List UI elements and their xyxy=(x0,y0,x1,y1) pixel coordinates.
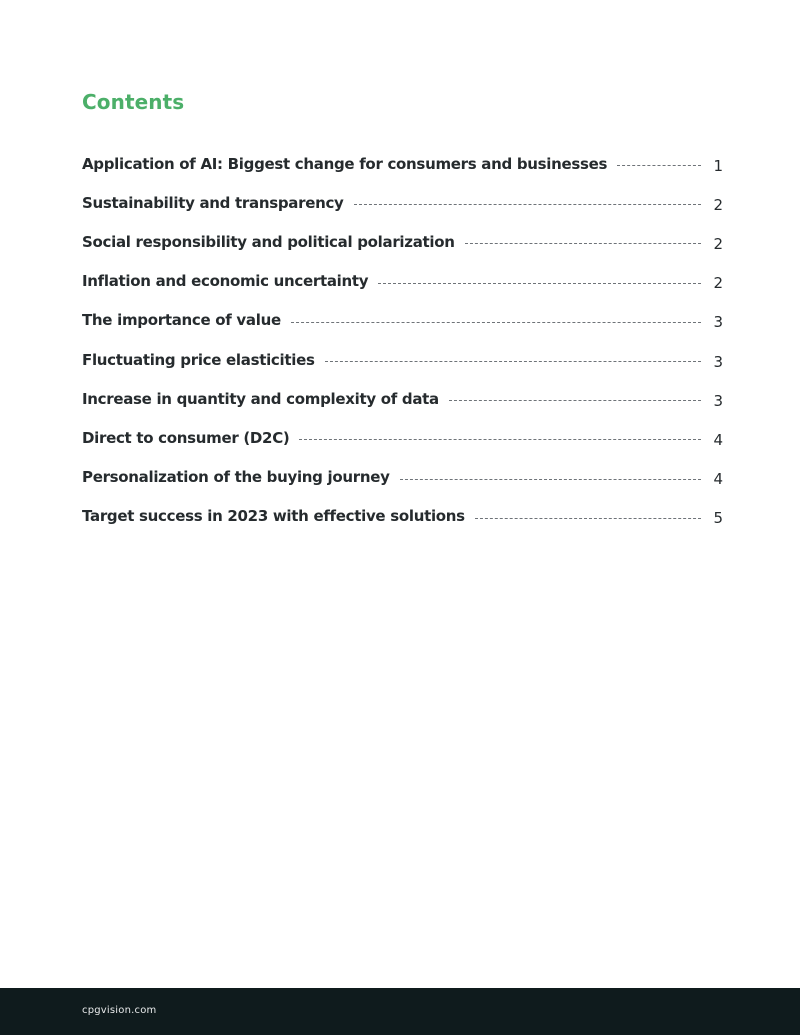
toc-page-number[interactable]: 2 xyxy=(713,234,723,253)
toc-dotted-leader xyxy=(400,479,701,480)
toc-entry-title[interactable]: The importance of value xyxy=(82,311,281,330)
toc-dotted-leader xyxy=(449,400,701,401)
toc-dotted-leader xyxy=(299,439,701,440)
page-title: Contents xyxy=(82,90,185,114)
toc-entry-title[interactable]: Personalization of the buying journey xyxy=(82,468,390,487)
toc-entry[interactable] xyxy=(82,342,723,381)
toc-page-number[interactable]: 4 xyxy=(713,470,723,489)
toc-dotted-leader xyxy=(378,283,701,284)
toc-page-number[interactable]: 5 xyxy=(713,509,723,528)
toc-entry[interactable] xyxy=(82,264,723,303)
toc-entry-title[interactable]: Fluctuating price elasticities xyxy=(82,350,315,369)
toc-page-number[interactable]: 2 xyxy=(713,274,723,293)
toc-entry[interactable] xyxy=(82,499,723,538)
toc-entry[interactable] xyxy=(82,460,723,499)
toc-page-number[interactable]: 3 xyxy=(713,391,723,410)
toc-entry-title[interactable]: Social responsibility and political polarization xyxy=(82,232,455,251)
footer-bar xyxy=(0,988,800,1035)
toc-entry-title[interactable]: Direct to consumer (D2C) xyxy=(82,428,290,447)
toc-entry-title[interactable]: Increase in quantity and complexity of data xyxy=(82,389,439,408)
toc-dotted-leader xyxy=(325,361,701,362)
toc-dotted-leader xyxy=(475,518,701,519)
footer-website-link[interactable]: cpgvision.com xyxy=(82,1005,157,1016)
toc-entry-title[interactable]: Target success in 2023 with effective solutions xyxy=(82,507,465,526)
toc-entry[interactable] xyxy=(82,185,723,224)
toc-entry[interactable] xyxy=(82,146,723,185)
toc-page-number[interactable]: 3 xyxy=(713,352,723,371)
table-of-contents xyxy=(82,146,723,538)
toc-entry[interactable] xyxy=(82,381,723,420)
toc-dotted-leader xyxy=(617,165,701,166)
toc-entry[interactable] xyxy=(82,303,723,342)
toc-page-number[interactable]: 2 xyxy=(713,195,723,214)
toc-dotted-leader xyxy=(354,204,701,205)
toc-page-number[interactable]: 1 xyxy=(713,156,723,175)
toc-entry[interactable] xyxy=(82,224,723,263)
toc-entry-title[interactable]: Inflation and economic uncertainty xyxy=(82,272,369,291)
toc-page-number[interactable]: 3 xyxy=(713,313,723,332)
toc-entry-title[interactable]: Application of AI: Biggest change for consumers and businesses xyxy=(82,154,608,173)
toc-dotted-leader xyxy=(465,243,701,244)
toc-entry[interactable] xyxy=(82,420,723,459)
toc-page-number[interactable]: 4 xyxy=(713,430,723,449)
toc-dotted-leader xyxy=(291,322,701,323)
toc-entry-title[interactable]: Sustainability and transparency xyxy=(82,193,344,212)
